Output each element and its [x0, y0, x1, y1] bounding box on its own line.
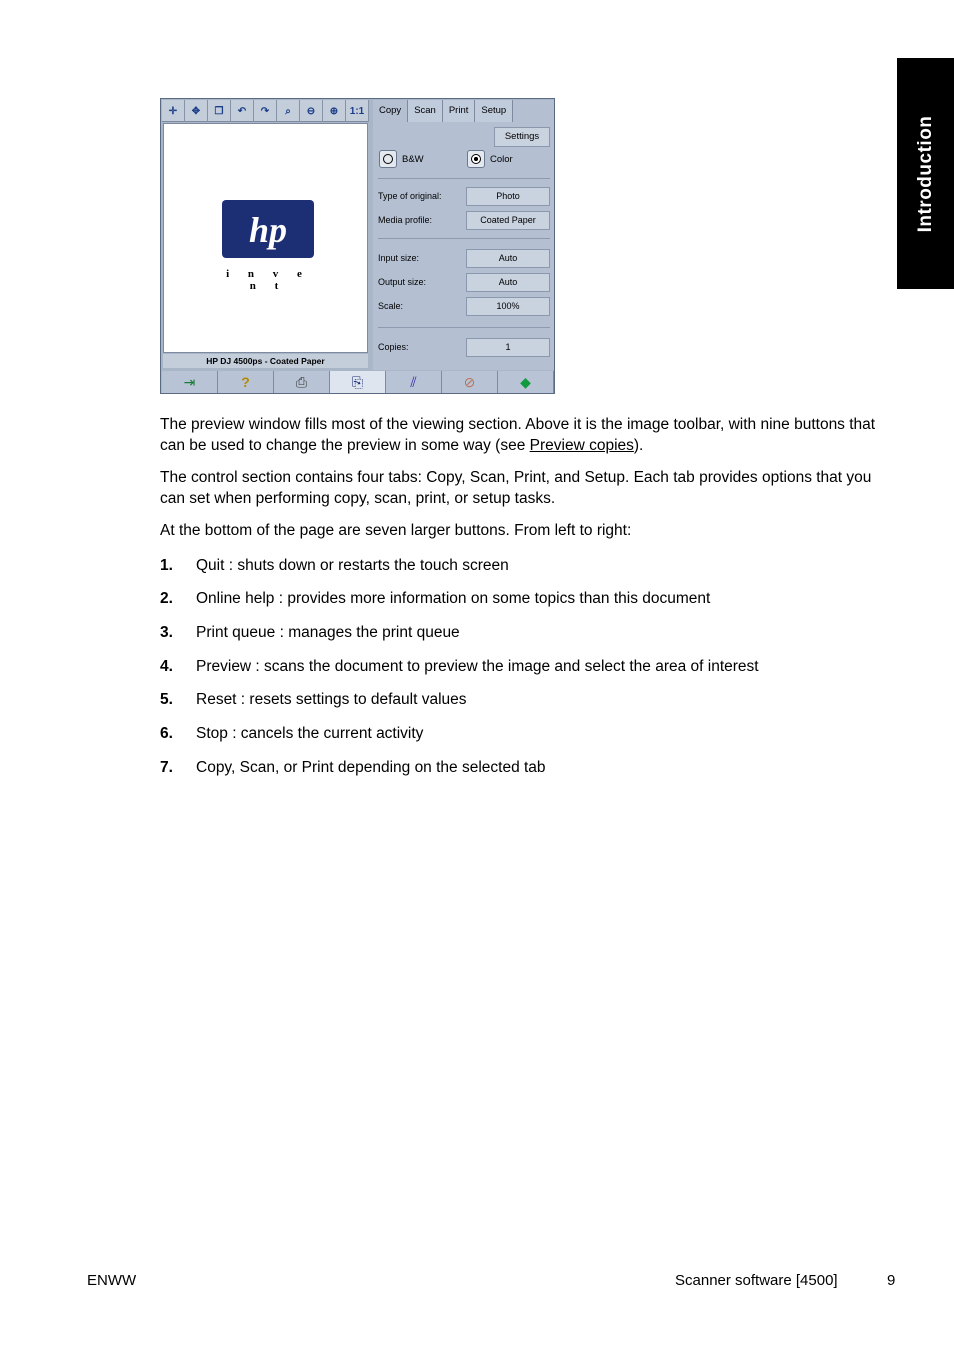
copies-label: Copies: — [378, 342, 409, 352]
color-radio[interactable] — [467, 150, 513, 168]
list-text: Print queue : manages the print queue — [196, 624, 460, 641]
tab-copy[interactable]: Copy — [373, 100, 408, 122]
quit-icon[interactable]: ⇥ — [162, 371, 218, 393]
scale-button[interactable]: 100% — [466, 297, 550, 316]
footer-left: ENWW — [87, 1272, 137, 1289]
zoom-out-icon[interactable]: ⊖ — [300, 100, 323, 122]
hp-logo-text: hp — [248, 210, 288, 250]
zoom-in-icon[interactable]: ⊕ — [323, 100, 346, 122]
output-size-row — [378, 273, 550, 293]
image-toolbar — [162, 100, 369, 122]
divider — [378, 327, 550, 328]
section-tab — [897, 58, 954, 289]
footer-title: Scanner software [4500] — [675, 1272, 838, 1289]
list-number: 6. — [160, 725, 173, 742]
divider — [378, 238, 550, 239]
settings-button[interactable]: Settings — [494, 127, 550, 147]
zoom-fit-icon[interactable]: ⌕ — [277, 100, 300, 122]
hp-logo-icon — [222, 200, 314, 258]
copy-icon[interactable]: ◆ — [498, 371, 554, 393]
output-size-button[interactable]: Auto — [466, 273, 550, 292]
list-number: 4. — [160, 658, 173, 675]
bw-radio[interactable] — [379, 150, 424, 168]
list-text: Reset : resets settings to default values — [196, 691, 467, 708]
tab-setup[interactable]: Setup — [475, 100, 513, 122]
type-of-original-label: Type of original: — [378, 191, 442, 201]
actual-size-icon[interactable]: 1:1 — [346, 100, 369, 122]
help-icon[interactable]: ? — [218, 371, 274, 393]
bw-radio-dot — [379, 150, 397, 168]
bottom-buttons — [162, 371, 554, 393]
control-tabs — [373, 100, 554, 122]
input-size-label: Input size: — [378, 253, 420, 263]
stop-icon[interactable]: ⊘ — [442, 371, 498, 393]
hp-tagline: i n v e n t — [226, 268, 310, 292]
tab-scan[interactable]: Scan — [408, 100, 443, 122]
scale-row — [378, 297, 550, 317]
media-profile-button[interactable]: Coated Paper — [466, 211, 550, 230]
preview-icon[interactable]: ⎘ — [330, 371, 386, 393]
list-text: Quit : shuts down or restarts the touch screen — [196, 557, 509, 574]
scale-label: Scale: — [378, 301, 404, 311]
list-number: 2. — [160, 590, 173, 607]
status-bar: HP DJ 4500ps - Coated Paper — [163, 354, 368, 368]
print-queue-icon[interactable]: ⎙ — [274, 371, 330, 393]
type-of-original-button[interactable]: Photo — [466, 187, 550, 206]
list-text: Stop : cancels the current activity — [196, 725, 424, 742]
list-text: Preview : scans the document to preview the image and select the area of interest — [196, 658, 759, 675]
list-number: 5. — [160, 691, 173, 708]
list-text: Online help : provides more information on some topics than this document — [196, 590, 711, 607]
paragraph-preview — [160, 415, 880, 456]
output-size-label: Output size: — [378, 277, 427, 287]
bw-radio-label: B&W — [402, 153, 424, 165]
input-size-row — [378, 249, 550, 269]
list-text: Copy, Scan, or Print depending on the selected tab — [196, 759, 546, 776]
paragraph-preview-text-b: ). — [633, 436, 644, 454]
move-icon[interactable]: ✛ — [162, 100, 185, 122]
list-number: 7. — [160, 759, 173, 776]
page-select-icon[interactable]: ❐ — [208, 100, 231, 122]
type-of-original-row — [378, 187, 550, 207]
tab-print[interactable]: Print — [443, 100, 476, 122]
preview-copies-link[interactable]: Preview copies — [529, 436, 634, 454]
reset-icon[interactable]: ⫽ — [386, 371, 442, 393]
divider — [378, 178, 550, 179]
section-tab-label: Introduction — [914, 115, 936, 232]
color-radio-dot — [467, 150, 485, 168]
list-number: 1. — [160, 557, 173, 574]
list-number: 3. — [160, 624, 173, 641]
redo-icon[interactable]: ↷ — [254, 100, 277, 122]
control-section — [373, 100, 554, 370]
copies-row — [378, 338, 550, 358]
input-size-button[interactable]: Auto — [466, 249, 550, 268]
paragraph-control: The control section contains four tabs: Copy, Scan, Print, and Setup. Each tab provides options that you can set when performing copy, scan, print, or setup tasks. — [160, 469, 872, 507]
paragraph-bottom-buttons: At the bottom of the page are seven larger buttons. From left to right: — [160, 522, 632, 539]
preview-window[interactable] — [163, 123, 368, 353]
paragraph-preview-text-a: The preview window fills most of the viewing section. Above it is the image toolbar, with nine buttons that can be used to change the preview in some way (see — [160, 416, 876, 454]
undo-icon[interactable]: ↶ — [231, 100, 254, 122]
media-profile-label: Media profile: — [378, 215, 433, 225]
media-profile-row — [378, 211, 550, 231]
page-number: 9 — [887, 1272, 896, 1289]
color-radio-label: Color — [490, 153, 513, 165]
scanner-screenshot — [160, 98, 555, 394]
pan-icon[interactable]: ✥ — [185, 100, 208, 122]
copies-button[interactable]: 1 — [466, 338, 550, 357]
